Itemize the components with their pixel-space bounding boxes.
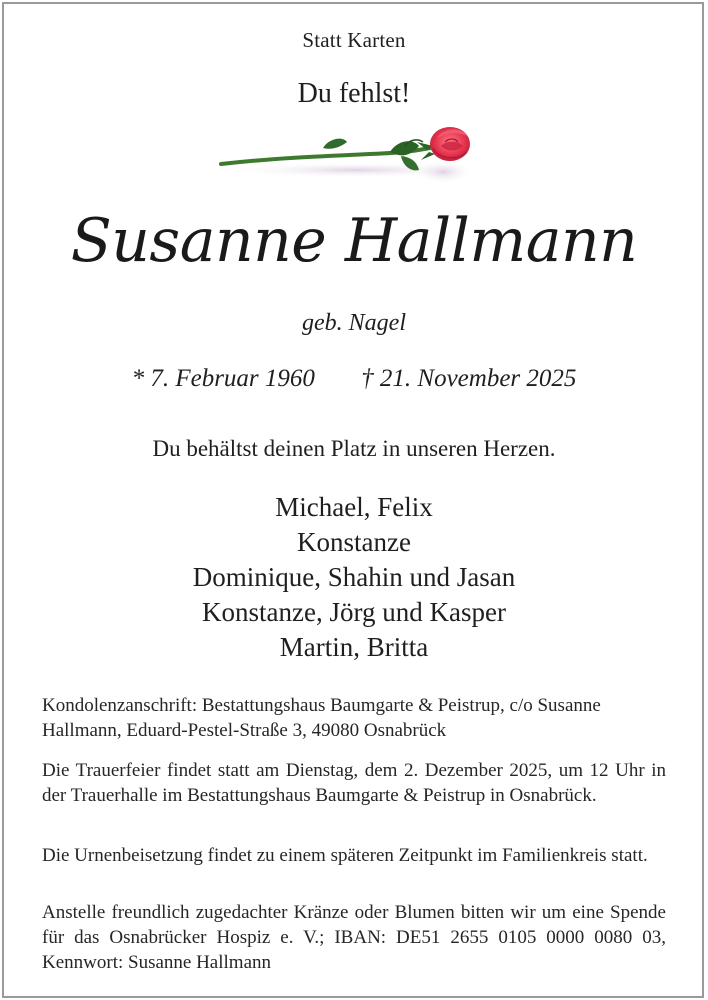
death-date: † 21. November 2025 xyxy=(361,365,577,392)
maiden-name: geb. Nagel xyxy=(302,310,406,336)
funeral-service-info: Die Trauerfeier findet statt am Dienstag, dem 2. Dezember 2025, um 12 Uhr in der Trauerhalle im Bestattungshaus Baumgarte & Peistrup in Osnabrück. xyxy=(42,760,666,806)
mourner-line: Konstanze xyxy=(297,527,411,557)
condolence-address: Kondolenzanschrift: Bestattungshaus Baumgarte & Peistrup, c/o Susanne Hallmann, Eduard-Pestel-Straße 3, 49080 Osnabrück xyxy=(42,695,601,741)
mourner-line: Konstanze, Jörg und Kasper xyxy=(202,597,506,627)
header-top-line: Statt Karten xyxy=(302,28,406,52)
life-dates xyxy=(0,365,708,393)
mourners-list xyxy=(0,490,708,665)
donation-info: Anstelle freundlich zugedachter Kränze oder Blumen bitten wir um eine Spende für das Osnabrücker Hospiz e. V.; IBAN: DE51 2655 0105 0000 0080 03, Kennwort: Susanne Hallmann xyxy=(42,902,666,973)
rose-icon xyxy=(205,112,485,192)
deceased-name: Susanne Hallmann xyxy=(70,206,638,276)
mourner-line: Dominique, Shahin und Jasan xyxy=(192,562,516,592)
mourner-line: Martin, Britta xyxy=(279,632,429,662)
memorial-quote: Du behältst deinen Platz in unseren Herzen. xyxy=(152,436,556,461)
mourner-line: Michael, Felix xyxy=(275,492,433,522)
header-motto: Du fehlst! xyxy=(297,78,411,109)
birth-date: * 7. Februar 1960 xyxy=(131,365,315,392)
urn-burial-info: Die Urnenbeisetzung findet zu einem späteren Zeitpunkt im Familienkreis statt. xyxy=(42,845,648,866)
